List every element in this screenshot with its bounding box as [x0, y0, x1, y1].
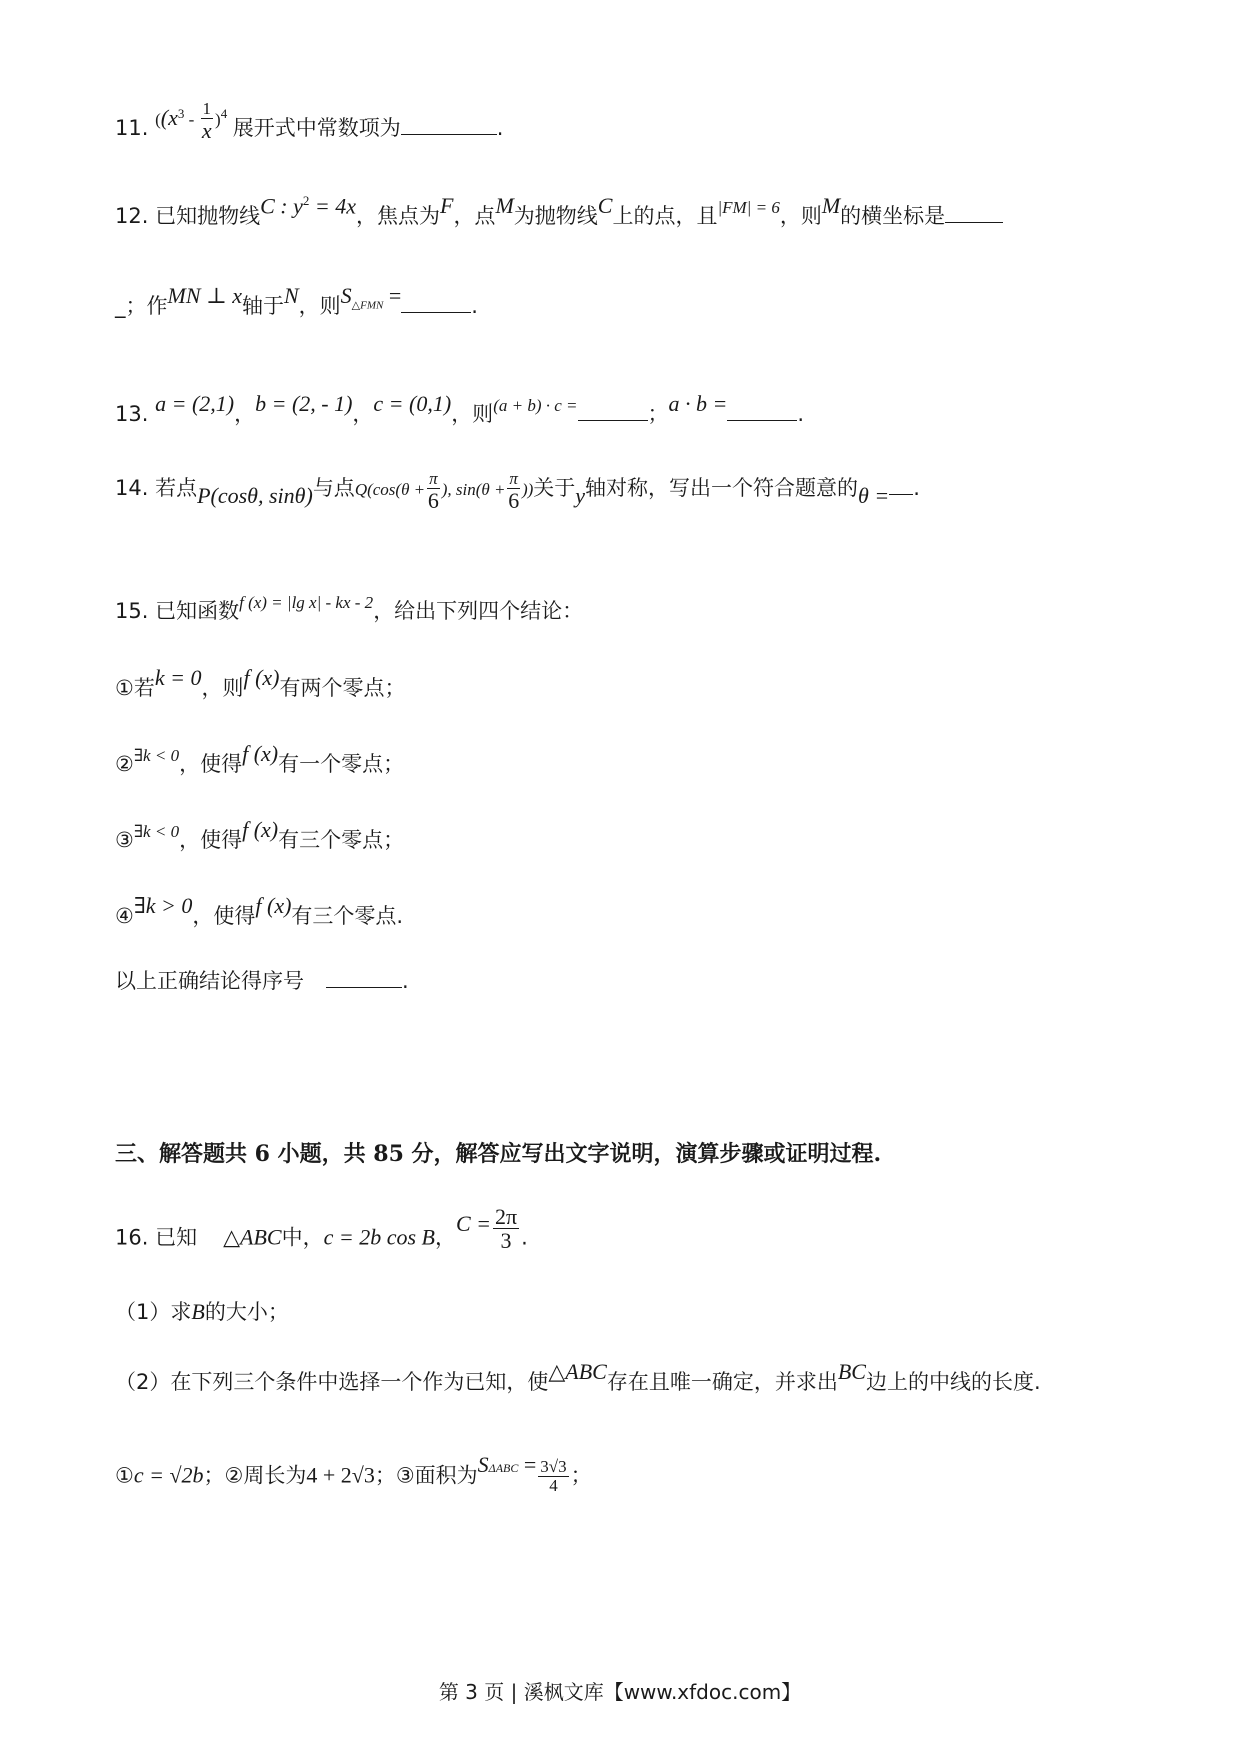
question-text: 展开式中常数项为 — [232, 115, 401, 140]
question-13: 13. a = (2,1)，b = (2, - 1)，c = (0,1)，则(a + b) · c = ；a · b = . — [115, 391, 805, 426]
question-number: 15. — [115, 599, 149, 623]
answer-blank — [401, 308, 471, 313]
answer-blank — [889, 490, 913, 495]
answer-blank — [326, 983, 402, 988]
conclusion-3: ③∃k < 0，使得f (x)有三个零点； — [115, 817, 405, 852]
conclusion-1: ①若k = 0，则f (x)有两个零点； — [115, 665, 406, 700]
answer-blank — [401, 130, 497, 135]
question-16: 16. 已知 △ABC中，c = 2b cos B，C = $\frac{2\pi}{3}$ . — [115, 1204, 528, 1254]
question-15: 15. 已知函数f (x) = |lg x| - kx - 2，给出下列四个结论： — [115, 593, 584, 623]
function-definition: f (x) = |lg x| - kx - 2 — [239, 593, 374, 612]
conclusion-4: ④∃k > 0，使得f (x)有三个零点. — [115, 893, 404, 928]
binomial-expression: (($x^3$ - $\frac{1}{x}$ )$^4$ — [155, 99, 228, 143]
answer-blank — [727, 416, 797, 421]
parabola-equation: C : $y^2 = 4x$ — [260, 192, 356, 218]
page-footer: 第 3 页 | 溪枫文库【www.xfdoc.com】 — [438, 1680, 802, 1704]
question-12: 12. 已知抛物线C : $y^2 = 4x$，焦点为F，点M为抛物线C上的点，且|FM| = 6，则M的横坐标是 — [115, 200, 1003, 230]
conclusion-prompt: 以上正确结论得序号 . — [115, 969, 409, 993]
section-heading: 三、解答题共 6 小题，共 85 分，解答应写出文字说明，演算步骤或证明过程. — [115, 1141, 882, 1167]
triangle-area: $S_{\triangle FMN}$ = — [340, 283, 402, 312]
conclusion-2: ②∃k < 0，使得f (x)有一个零点； — [115, 741, 405, 776]
answer-blank — [578, 416, 648, 421]
question-number: 14. — [115, 475, 149, 500]
question-11: 11. (($x^3$ - $\frac{1}{x}$ )$^4$ 展开式中常数项为 . — [115, 99, 504, 143]
question-number: 12. — [115, 204, 149, 228]
question-number: 13. — [115, 402, 149, 426]
part-2: （2）在下列三个条件中选择一个作为已知，使△ABC存在且唯一确定，并求出BC边上的中线的长度. — [115, 1359, 1041, 1394]
part-1: （1）求B的大小； — [115, 1299, 289, 1324]
question-number: 16. — [115, 1225, 149, 1250]
answer-blank — [945, 218, 1003, 223]
point-q: Q(cos(θ + $\frac{\pi}{6}$ ), sin(θ + $\frac{\pi}{6}$ )) — [354, 469, 534, 513]
question-12-continued: _；作MN ⊥ x轴于N，则$S_{\triangle FMN}$ = . — [115, 283, 478, 318]
area-symbol: SΔABC = — [477, 1452, 537, 1478]
conditions: ①c = √2b；②周长为4 + 2√3；③面积为SΔABC = $\frac{3√3}{4}$ ； — [115, 1452, 592, 1495]
question-14: 14. 若点P(cosθ, sinθ)与点Q(cos(θ + $\frac{\pi}{6}$ ), sin(θ + $\frac{\pi}{6}$ ))关于y轴对称，写出一个符合题意的θ = . — [115, 469, 920, 513]
question-number: 11. — [115, 115, 149, 140]
